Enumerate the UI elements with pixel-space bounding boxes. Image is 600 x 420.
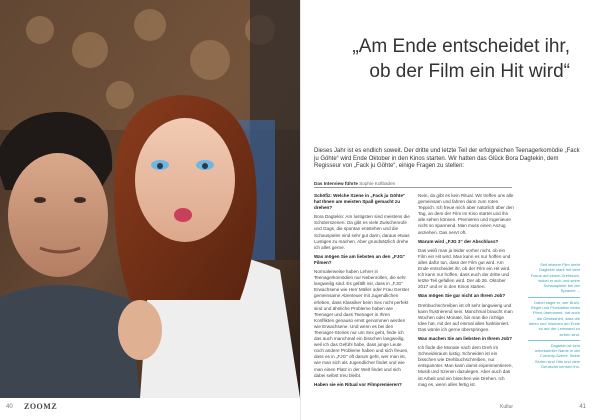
- selfie-photo: [0, 0, 300, 398]
- headline-line-1: „Am Ende entscheidet ihr,: [352, 36, 570, 57]
- byline-author: Sophie Kollbaden: [359, 181, 396, 186]
- interview-answer: Nein, da gibt es kein Ritual. Wir treffen uns alle gemeinsam und fahren dann zum roten Teppich. Ich freue mich aber natürlich über den Tag, an dem der Film im Kino startet und ihn alle sehen können. Premieren und Ingenieure nicht so spannend. Man muss einen Anzug anziehen. Das nervt oft.: [418, 193, 514, 235]
- interview-question: Was mögen Sie am liebsten an den „FJG“ Filmen?: [314, 253, 406, 265]
- text-column-2: [418, 193, 514, 391]
- sidebar-note: Dagtekin ist kein unbekannter Name in der Comedy-Szene. Seine Serien sind Hits und viele Deutsche kennen ihn.: [534, 342, 580, 370]
- interview-question: Was machen Sie am liebsten in Ihrem Job?: [418, 335, 513, 341]
- interview-answer: Drehbuchschreiben ist oft sehr langwierig und kann frustrierend sein. Manchmal braucht man Wochen oder Monate, bis man die richtige Idee hat, mit der auf einmal alles funktioniert. Das würde ich gerne überspringen.: [418, 302, 513, 332]
- headline-line-2: ob der Film ein Hit wird“: [369, 61, 570, 82]
- interview-answer: Das weiß man ja leider vorher nicht, ob ein Film ein Hit wird. Man kann es nur hoffen und alles dafür tun, dass der Film gut wird. Am Ende entscheidet ihr, ob der Film ein Hit wird. Ich kann nur hoffen, dass euch der dritte und letzte Teil gefallen wird. Der ab 26. Oktober 2017 und er in den Kinos starten.: [418, 247, 511, 290]
- sidebar-divider: [528, 340, 580, 341]
- right-page-number: 41: [579, 404, 586, 410]
- byline-label: Das Interview führte: [314, 181, 358, 186]
- sidebar-note: Seit letztem Film dreht Dagtekin stark mit dem Fokus auf einem Drehbuch, wobei er sich und seine Schauspieler bei der Sprache ...: [530, 262, 580, 294]
- sidebar-divider: [528, 297, 580, 298]
- article-intro: Dieses Jahr ist es endlich soweit. Der dritte und letzte Teil der erfolgreichen Teenagerkomödie „Fack ju Göhte“ wird Ende Oktober in den Kinos starten. Wir hatten das Glück Bora Dagtekin, dem Regisseur von „Fack ju Göhte“, einige Fragen zu stellen:: [314, 148, 580, 170]
- byline: [314, 181, 512, 188]
- interview-answer: Normalerweise haben Lehrer in Teenagerkomödien nur Nebenrollen, die sehr langweilig sind. Es gefällt mir, dass in „FJG“ Erwachsene wie Herr Müller oder Frau Gerster gemeinsame Abenteuer mit Jugendlichen erleben, dass Klassiker beim Sex nicht perfekt sind und ähnliche Probleme haben wie Teenager und dass Teenager in Ihren Konflikten genauso ernst genommen werden wie Erwachsene. Und wenn es bei den Teenager-Stories nur um Sex geht, finde ich das auch manchmal ein bisschen langweilig, weil ich das Gefühl habe, dass junge Leute noch andere Probleme haben und sich freuen, dass es in „FJG“ oft darum geht, wer man ist, wie man sich als Jugendlicher findet und wie man einen Platz in der Welt findet und sich dabei selbst treu bleibt.: [314, 269, 410, 378]
- sidebar-note: Dabei sagte er, wer Buch, Regie und Produktion eines Films übernimmt, hat auch die Gewissheit, dass die Ideen und Visionen am Ende so auf der Leinwand zu sehen sind.: [528, 299, 580, 337]
- article-headline: [320, 34, 570, 84]
- interview-question: Was mögen Sie gar nicht an Ihrem Job?: [418, 293, 506, 299]
- sidebar-notes: [528, 262, 580, 372]
- left-page-number: 40: [6, 404, 13, 410]
- magazine-brand: ZOOMZ: [24, 402, 58, 411]
- text-column-1: [314, 193, 410, 391]
- interview-answer: Ich finde die Monate nach dem Dreh im Schneideraum lustig. Schneiden ist ein bisschen wie Drehbuchschreiben, nur entspannter. Man kann damit experimentieren, Musik und Szenen dazulegen. Aber auch das ist Arbeit und ein bisschen wie Drehen. Ich mag es, wenn alles fertig ist.: [418, 345, 513, 387]
- page-fold: [300, 0, 301, 420]
- interview-answer: Bora Dagtekin: Am lustigsten sind meistens die Schülerszenen. Da gibt es viele Zwischenrufe und Gags, die spontan entstehen und die Schauspieler sind sehr gut darin, daraus etwas Lustiges zu machen. Aber grundsätzlich drehe ich alles gerne.: [314, 214, 410, 250]
- interview-question: Warum wird „FJG 3“ der Abschluss?: [418, 238, 499, 244]
- section-label: Kultur: [500, 404, 514, 410]
- interview-question: Haben sie ein Ritual vor Filmpremieren?: [314, 381, 402, 387]
- interview-question: Schöfiz: Welche Szene in „Fack ju Göhte“ hat Ihnen am meisten Spaß gemacht zu drehen?: [314, 193, 406, 211]
- photo-illustration: [0, 0, 300, 398]
